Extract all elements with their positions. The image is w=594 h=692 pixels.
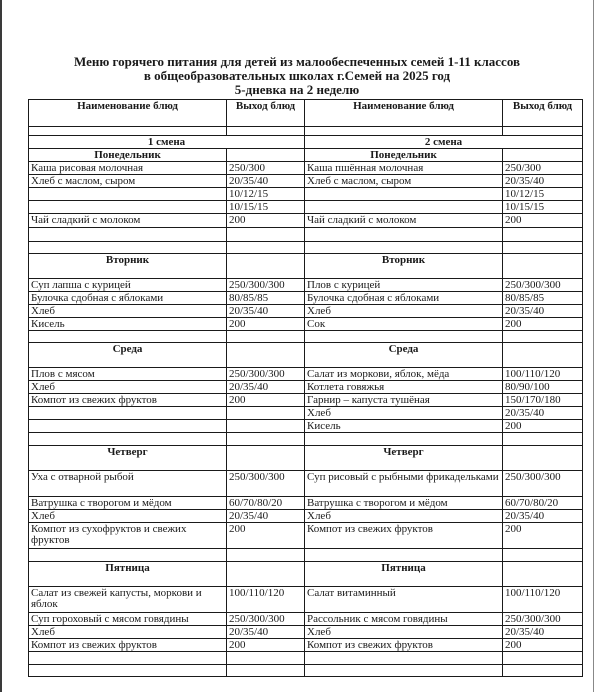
day-name-friday-shift-1: Пятница [29,562,227,587]
portion-shift-2: 200 [503,214,583,228]
portion-shift-2: 20/35/40 [503,407,583,420]
dish-name-shift-2: Компот из свежих фруктов [305,639,503,652]
dish-name-shift-1: Каша рисовая молочная [29,162,227,175]
portion-shift-1 [227,228,305,242]
day-header-blank-cell [227,446,305,471]
dish-name-shift-2 [305,228,503,242]
portion-shift-1: 20/35/40 [227,305,305,318]
day-name-tuesday-shift-1: Вторник [29,254,227,279]
dish-name-shift-2: Каша пшённая молочная [305,162,503,175]
dish-name-shift-2: Хлеб [305,407,503,420]
header-row [29,100,583,127]
portion-shift-1 [227,420,305,433]
dish-name-shift-1 [29,228,227,242]
day-header-blank-cell [503,254,583,279]
menu-row [29,381,583,394]
day-header-row-wednesday [29,343,583,368]
portion-shift-2: 10/15/15 [503,201,583,214]
dish-name-shift-1 [29,665,227,677]
menu-row [29,510,583,523]
menu-row [29,587,583,613]
day-header-row-thursday [29,446,583,471]
dish-name-shift-2: Хлеб [305,510,503,523]
dish-name-shift-1: Хлеб [29,381,227,394]
portion-shift-2: 250/300/300 [503,471,583,497]
dish-name-shift-1 [29,331,227,343]
day-header-blank-cell [503,446,583,471]
portion-shift-2 [503,665,583,677]
menu-row [29,652,583,665]
dish-name-shift-1: Суп гороховый с мясом говядины [29,613,227,626]
dish-name-shift-1: Салат из свежей капусты, моркови и яблок [29,587,227,613]
menu-row [29,549,583,562]
day-header-blank-cell [227,343,305,368]
portion-shift-2: 80/85/85 [503,292,583,305]
portion-shift-1: 200 [227,639,305,652]
day-name-wednesday-shift-1: Среда [29,343,227,368]
dish-name-shift-2: Булочка сдобная с яблоками [305,292,503,305]
menu-row [29,639,583,652]
portion-shift-2 [503,242,583,254]
portion-shift-1: 20/35/40 [227,175,305,188]
shift-2-label: 2 смена [305,136,583,149]
day-header-row-tuesday [29,254,583,279]
portion-shift-1: 20/35/40 [227,510,305,523]
header-dish-name-1: Наименование блюд [29,100,227,127]
dish-name-shift-2: Чай сладкий с молоком [305,214,503,228]
dish-name-shift-2: Кисель [305,420,503,433]
dish-name-shift-1 [29,652,227,665]
dish-name-shift-1 [29,242,227,254]
portion-shift-1 [227,652,305,665]
portion-shift-2: 250/300 [503,162,583,175]
menu-row [29,523,583,549]
day-header-blank-cell [503,562,583,587]
dish-name-shift-1 [29,420,227,433]
portion-shift-1: 10/15/15 [227,201,305,214]
portion-shift-1 [227,433,305,446]
portion-shift-1: 200 [227,214,305,228]
dish-name-shift-1: Хлеб с маслом, сыром [29,175,227,188]
dish-name-shift-1: Компот из свежих фруктов [29,394,227,407]
portion-shift-2: 200 [503,420,583,433]
menu-row [29,228,583,242]
dish-name-shift-2: Суп рисовый с рыбными фрикадельками [305,471,503,497]
portion-shift-2 [503,331,583,343]
portion-shift-2: 20/35/40 [503,175,583,188]
dish-name-shift-2: Ватрушка с творогом и мёдом [305,497,503,510]
portion-shift-1: 250/300 [227,162,305,175]
day-header-blank-cell [227,149,305,162]
dish-name-shift-2 [305,242,503,254]
portion-shift-1 [227,331,305,343]
dish-name-shift-2 [305,201,503,214]
day-name-monday-shift-1: Понедельник [29,149,227,162]
day-name-friday-shift-2: Пятница [305,562,503,587]
day-name-thursday-shift-2: Четверг [305,446,503,471]
menu-row [29,201,583,214]
portion-shift-2: 80/90/100 [503,381,583,394]
menu-row [29,318,583,331]
menu-row [29,394,583,407]
menu-row [29,368,583,381]
dish-name-shift-2: Хлеб [305,305,503,318]
portion-shift-2 [503,433,583,446]
dish-name-shift-2: Компот из свежих фруктов [305,523,503,549]
dish-name-shift-2 [305,652,503,665]
dish-name-shift-2: Котлета говяжья [305,381,503,394]
dish-name-shift-1: Плов с мясом [29,368,227,381]
dish-name-shift-2: Плов с курицей [305,279,503,292]
dish-name-shift-2: Салат витаминный [305,587,503,613]
menu-row [29,162,583,175]
dish-name-shift-1: Ватрушка с творогом и мёдом [29,497,227,510]
dish-name-shift-2 [305,188,503,201]
portion-shift-2: 60/70/80/20 [503,497,583,510]
portion-shift-2: 20/35/40 [503,626,583,639]
dish-name-shift-1: Суп лапша с курицей [29,279,227,292]
day-header-blank-cell [503,343,583,368]
portion-shift-1: 250/300/300 [227,368,305,381]
dish-name-shift-2: Хлеб с маслом, сыром [305,175,503,188]
menu-row [29,175,583,188]
portion-shift-2: 200 [503,639,583,652]
portion-shift-2 [503,228,583,242]
dish-name-shift-1: Компот из свежих фруктов [29,639,227,652]
menu-table [28,99,583,677]
dish-name-shift-2 [305,665,503,677]
menu-row [29,471,583,497]
menu-row [29,407,583,420]
menu-row [29,420,583,433]
portion-shift-2: 10/12/15 [503,188,583,201]
menu-table-body [29,100,583,677]
portion-shift-2: 100/110/120 [503,587,583,613]
dish-name-shift-1 [29,188,227,201]
dish-name-shift-2 [305,549,503,562]
portion-shift-1 [227,665,305,677]
dish-name-shift-1: Уха с отварной рыбой [29,471,227,497]
dish-name-shift-2: Салат из моркови, яблок, мёда [305,368,503,381]
portion-shift-1: 20/35/40 [227,626,305,639]
portion-shift-2 [503,652,583,665]
portion-shift-1: 250/300/300 [227,471,305,497]
day-header-blank-cell [227,254,305,279]
header-dish-name-2: Наименование блюд [305,100,503,127]
dish-name-shift-2: Гарнир – капуста тушёная [305,394,503,407]
page-left-edge [0,0,2,692]
dish-name-shift-1: Кисель [29,318,227,331]
portion-shift-1: 200 [227,523,305,549]
menu-row [29,626,583,639]
day-header-row-monday [29,149,583,162]
portion-shift-1: 200 [227,318,305,331]
dish-name-shift-2 [305,433,503,446]
portion-shift-2: 250/300/300 [503,613,583,626]
portion-shift-1 [227,549,305,562]
portion-shift-1: 10/12/15 [227,188,305,201]
dish-name-shift-1: Хлеб [29,305,227,318]
menu-row [29,433,583,446]
dish-name-shift-1 [29,201,227,214]
portion-shift-1: 100/110/120 [227,587,305,613]
portion-shift-2: 20/35/40 [503,510,583,523]
dish-name-shift-1 [29,407,227,420]
portion-shift-1 [227,242,305,254]
day-name-thursday-shift-1: Четверг [29,446,227,471]
shift-1-label: 1 смена [29,136,305,149]
menu-row [29,665,583,677]
header-portion-2: Выход блюд [503,100,583,127]
portion-shift-1: 250/300/300 [227,279,305,292]
menu-row [29,188,583,201]
day-name-wednesday-shift-2: Среда [305,343,503,368]
menu-row [29,279,583,292]
portion-shift-1: 250/300/300 [227,613,305,626]
day-header-row-friday [29,562,583,587]
shift-row [29,136,583,149]
document-title-line-2: в общеобразовательных школах г.Семей на 2025 год [143,68,451,83]
dish-name-shift-1 [29,433,227,446]
day-name-monday-shift-2: Понедельник [305,149,503,162]
menu-row [29,497,583,510]
day-header-blank-cell [503,149,583,162]
spacer-row [29,127,583,136]
menu-row [29,331,583,343]
portion-shift-2: 200 [503,523,583,549]
menu-row [29,305,583,318]
portion-shift-1 [227,407,305,420]
dish-name-shift-1: Хлеб [29,626,227,639]
day-header-blank-cell [227,562,305,587]
portion-shift-2: 150/170/180 [503,394,583,407]
dish-name-shift-2: Сок [305,318,503,331]
menu-row [29,292,583,305]
dish-name-shift-1: Чай сладкий с молоком [29,214,227,228]
portion-shift-2: 250/300/300 [503,279,583,292]
dish-name-shift-2: Рассольник с мясом говядины [305,613,503,626]
dish-name-shift-1 [29,549,227,562]
portion-shift-1: 200 [227,394,305,407]
dish-name-shift-2 [305,331,503,343]
portion-shift-1: 20/35/40 [227,381,305,394]
portion-shift-2 [503,549,583,562]
portion-shift-2: 200 [503,318,583,331]
day-name-tuesday-shift-2: Вторник [305,254,503,279]
dish-name-shift-2: Хлеб [305,626,503,639]
document-title-line-3: 5-дневка на 2 неделю [234,82,360,97]
menu-row [29,214,583,228]
portion-shift-1: 80/85/85 [227,292,305,305]
portion-shift-2: 100/110/120 [503,368,583,381]
portion-shift-2: 20/35/40 [503,305,583,318]
dish-name-shift-1: Хлеб [29,510,227,523]
portion-shift-1: 60/70/80/20 [227,497,305,510]
menu-row [29,613,583,626]
menu-row [29,242,583,254]
dish-name-shift-1: Булочка сдобная с яблоками [29,292,227,305]
dish-name-shift-1: Компот из сухофруктов и свежих фруктов [29,523,227,549]
document-title-line-1: Меню горячего питания для детей из малообеспеченных семей 1-11 классов [73,54,521,69]
header-portion-1: Выход блюд [227,100,305,127]
